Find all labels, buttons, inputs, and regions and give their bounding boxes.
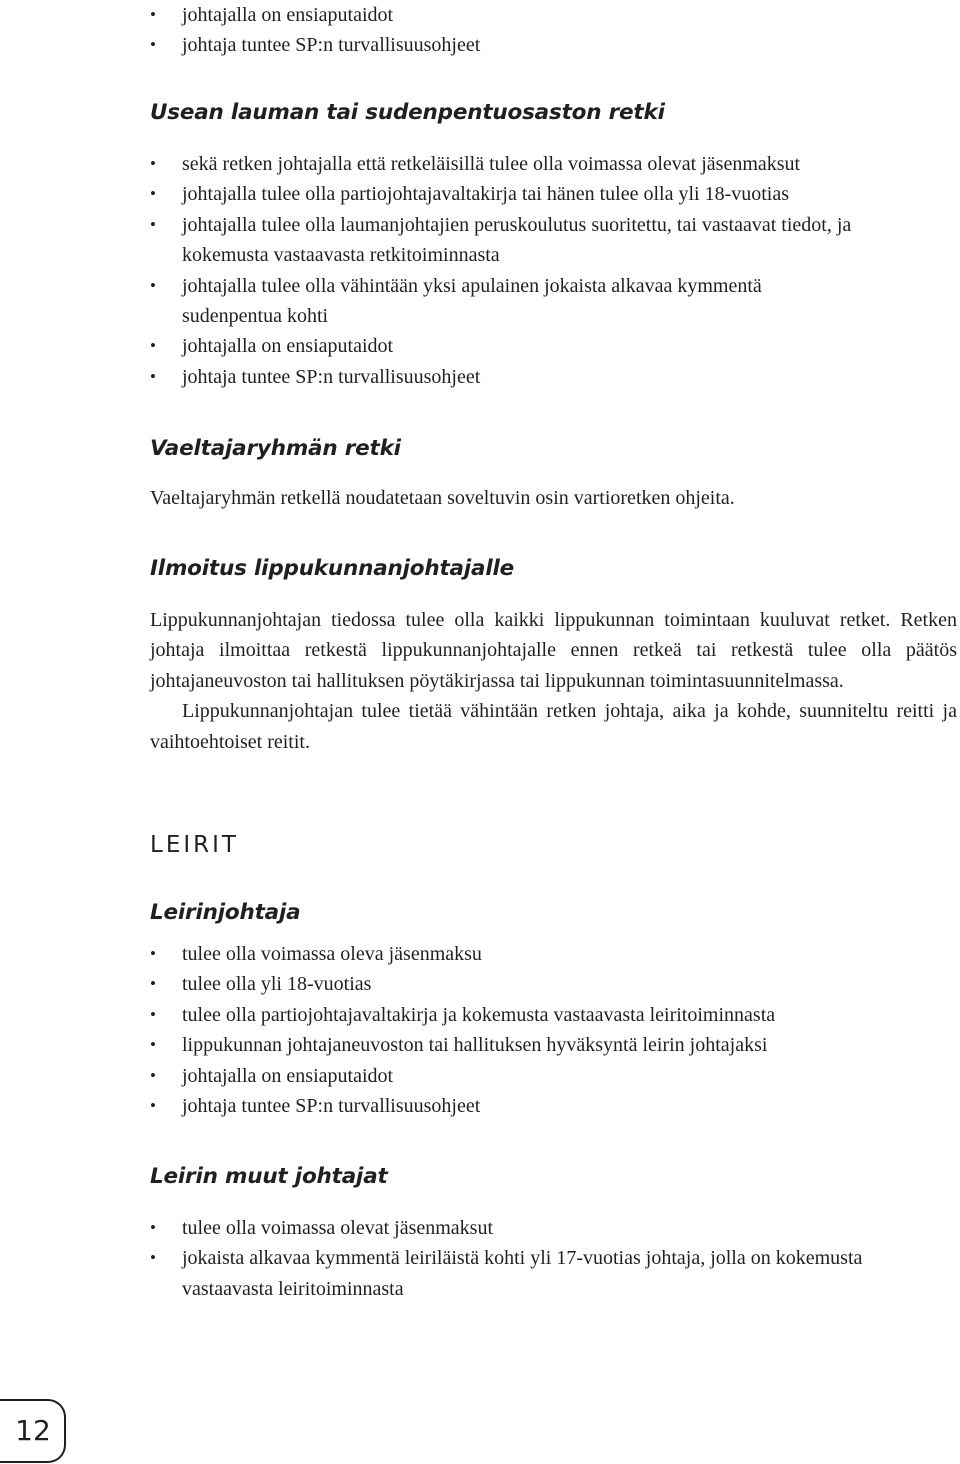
heading-multi-pack-trip: Usean lauman tai sudenpentuosaston retki xyxy=(150,100,665,125)
bullet-icon: • xyxy=(150,1218,156,1237)
bullet-icon: • xyxy=(150,974,156,994)
rover-trip-text: Vaeltajaryhmän retkellä noudatetaan soveltuvin osin vartioretken ohjeita. xyxy=(150,487,735,509)
top-list-block xyxy=(150,0,955,61)
heading-notify-leader: Ilmoitus lippukunnanjohtajalle xyxy=(150,556,515,581)
bullet-icon: • xyxy=(150,5,156,24)
list-item: • johtaja tuntee SP:n turvallisuusohjeet xyxy=(150,362,910,392)
notify-leader-text xyxy=(150,605,957,757)
bullet-icon: • xyxy=(150,184,156,204)
section-title-camps: LEIRIT xyxy=(150,832,239,858)
bullet-icon: • xyxy=(150,1004,156,1024)
camp-leader-list xyxy=(150,939,955,1121)
heading-other-camp-leaders: Leirin muut johtajat xyxy=(150,1164,388,1189)
list-item: • johtajalla on ensiaputaidot xyxy=(150,1061,955,1091)
bullet-icon: • xyxy=(150,35,156,55)
heading-rover-trip: Vaeltajaryhmän retki xyxy=(150,436,401,461)
list-item: • johtaja tuntee SP:n turvallisuusohjeet xyxy=(150,1091,955,1121)
bullet-icon: • xyxy=(150,1096,156,1116)
notify-paragraph-2: Lippukunnanjohtajan tulee tietää vähintään retken johtaja, aika ja kohde, suunniteltu reitti ja vaihtoehtoiset reitit. xyxy=(150,700,957,753)
bullet-icon: • xyxy=(150,1035,156,1055)
bullet-icon: • xyxy=(150,214,156,234)
list-item: • johtajalla tulee olla partiojohtajavaltakirja tai hänen tulee olla yli 18-vuotias xyxy=(150,179,910,209)
bullet-icon: • xyxy=(150,336,156,356)
bullet-icon: • xyxy=(150,1248,156,1268)
bullet-icon: • xyxy=(150,1065,156,1085)
list-item: • tulee olla voimassa oleva jäsenmaksu xyxy=(150,939,955,969)
bullet-icon: • xyxy=(150,366,156,386)
top-list xyxy=(150,0,955,61)
list-item: • johtajalla on ensiaputaidot xyxy=(150,331,910,361)
bullet-icon: • xyxy=(150,154,156,173)
list-item: • johtajalla tulee olla laumanjohtajien peruskoulutus suoritettu, tai vastaavat tiedot, ja kokemusta vastaavasta retkitoiminnasta xyxy=(150,210,902,271)
other-leaders-list-block xyxy=(150,1213,955,1304)
multi-pack-list-block xyxy=(150,149,910,392)
page-number: 12 xyxy=(0,1399,66,1463)
list-item: • johtajalla on ensiaputaidot xyxy=(150,0,955,30)
notify-paragraph-1: Lippukunnanjohtajan tiedossa tulee olla kaikki lippukunnan toimintaan kuuluvat retket. Retken johtaja ilmoittaa retkestä lippukunnanjohtajalle ennen retkeä tai retkestä tulee olla päätös johtajaneuvoston tai hallituksen pöytäkirjassa tai lippukunnan toimintasuunnitelmassa. xyxy=(150,609,957,692)
camp-leader-list-block xyxy=(150,939,955,1121)
bullet-icon: • xyxy=(150,275,156,295)
list-item: • tulee olla voimassa olevat jäsenmaksut xyxy=(150,1213,955,1243)
list-item: • johtaja tuntee SP:n turvallisuusohjeet xyxy=(150,30,955,60)
bullet-icon: • xyxy=(150,944,156,963)
list-item: • sekä retken johtajalla että retkeläisillä tulee olla voimassa olevat jäsenmaksut xyxy=(150,149,910,179)
list-item: • tulee olla yli 18-vuotias xyxy=(150,969,955,999)
list-item: • tulee olla partiojohtajavaltakirja ja kokemusta vastaavasta leiritoiminnasta xyxy=(150,1000,955,1030)
list-item: • jokaista alkavaa kymmentä leiriläistä kohti yli 17-vuotias johtaja, jolla on kokemusta vastaavasta leiritoiminnasta xyxy=(150,1243,882,1304)
other-leaders-list xyxy=(150,1213,955,1304)
multi-pack-list xyxy=(150,149,910,392)
list-item: • lippukunnan johtajaneuvoston tai hallituksen hyväksyntä leirin johtajaksi xyxy=(150,1030,955,1060)
heading-camp-leader: Leirinjohtaja xyxy=(150,900,301,925)
list-item: • johtajalla tulee olla vähintään yksi apulainen jokaista alkavaa kymmentä sudenpentua kohti xyxy=(150,271,782,332)
